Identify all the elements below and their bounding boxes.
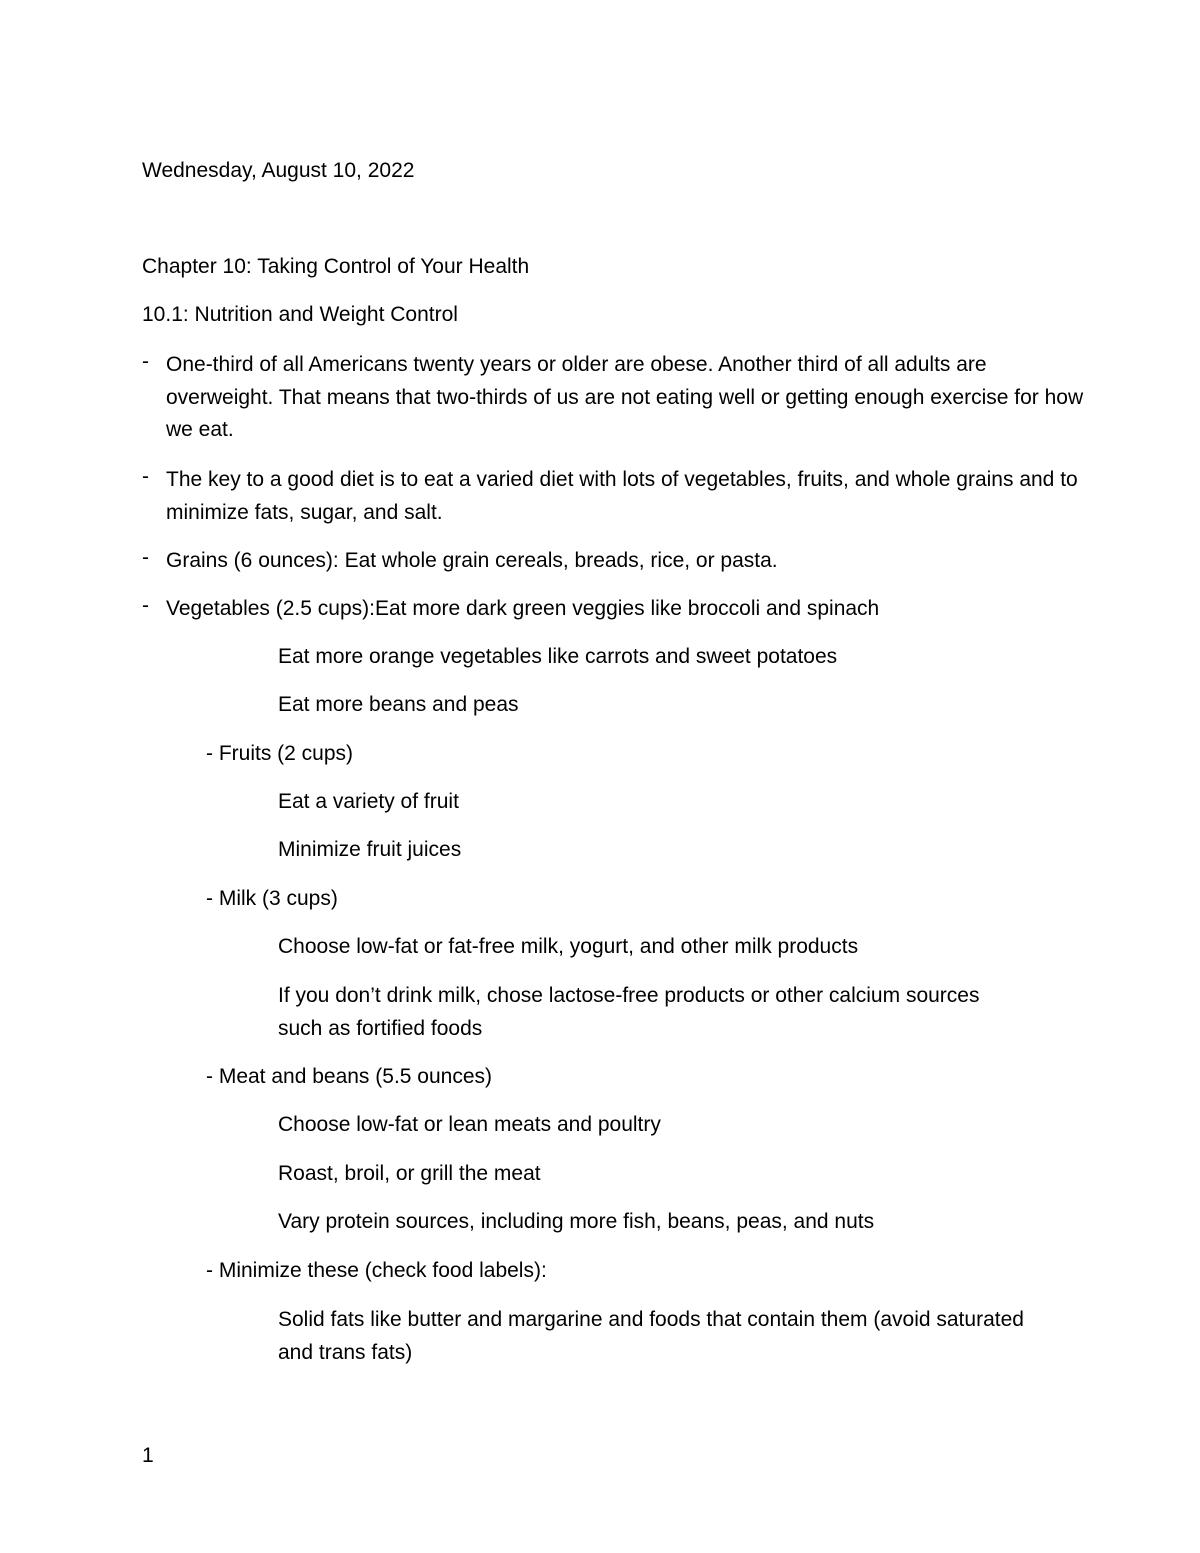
minimize-item: Solid fats like butter and margarine and foods that contain them (avoid saturated and trans fats): [278, 1308, 1024, 1364]
milk-heading: - Milk (3 cups): [206, 887, 338, 910]
date-line: Wednesday, August 10, 2022: [142, 159, 415, 182]
meat-item: Roast, broil, or grill the meat: [278, 1162, 541, 1185]
bullet-grains: Grains (6 ounces): Eat whole grain cereals, breads, rice, or pasta.: [166, 549, 778, 572]
chapter-title: Chapter 10: Taking Control of Your Health: [142, 255, 530, 278]
bullet-obesity: One-third of all Americans twenty years or older are obese. Another third of all adults are overweight. That means that two-thirds of us are not eating well or getting enough exercise for how we eat.: [166, 353, 1084, 441]
bullet-dash: -: [142, 594, 149, 617]
page-number: 1: [142, 1444, 154, 1467]
vegetables-item: Eat more beans and peas: [278, 693, 519, 716]
milk-item: If you don’t drink milk, chose lactose-free products or other calcium sources such as fortified foods: [278, 984, 980, 1040]
meat-item: Vary protein sources, including more fish, beans, peas, and nuts: [278, 1210, 875, 1233]
meat-heading: - Meat and beans (5.5 ounces): [206, 1065, 493, 1088]
vegetables-item: Eat more orange vegetables like carrots and sweet potatoes: [278, 645, 838, 668]
section-title: 10.1: Nutrition and Weight Control: [142, 303, 458, 326]
bullet-good-diet: The key to a good diet is to eat a varied diet with lots of vegetables, fruits, and whole grains and to minimize fats, sugar, and salt.: [166, 468, 1078, 524]
bullet-dash: -: [142, 465, 149, 488]
milk-item: Choose low-fat or fat-free milk, yogurt, and other milk products: [278, 935, 859, 958]
bullet-dash: -: [142, 546, 149, 569]
fruits-item: Minimize fruit juices: [278, 838, 462, 861]
bullet-dash: -: [142, 350, 149, 373]
bullet-vegetables: Vegetables (2.5 cups):Eat more dark green veggies like broccoli and spinach: [166, 597, 880, 620]
meat-item: Choose low-fat or lean meats and poultry: [278, 1113, 661, 1136]
minimize-heading: - Minimize these (check food labels):: [206, 1259, 547, 1282]
fruits-heading: - Fruits (2 cups): [206, 742, 354, 765]
fruits-item: Eat a variety of fruit: [278, 790, 459, 813]
